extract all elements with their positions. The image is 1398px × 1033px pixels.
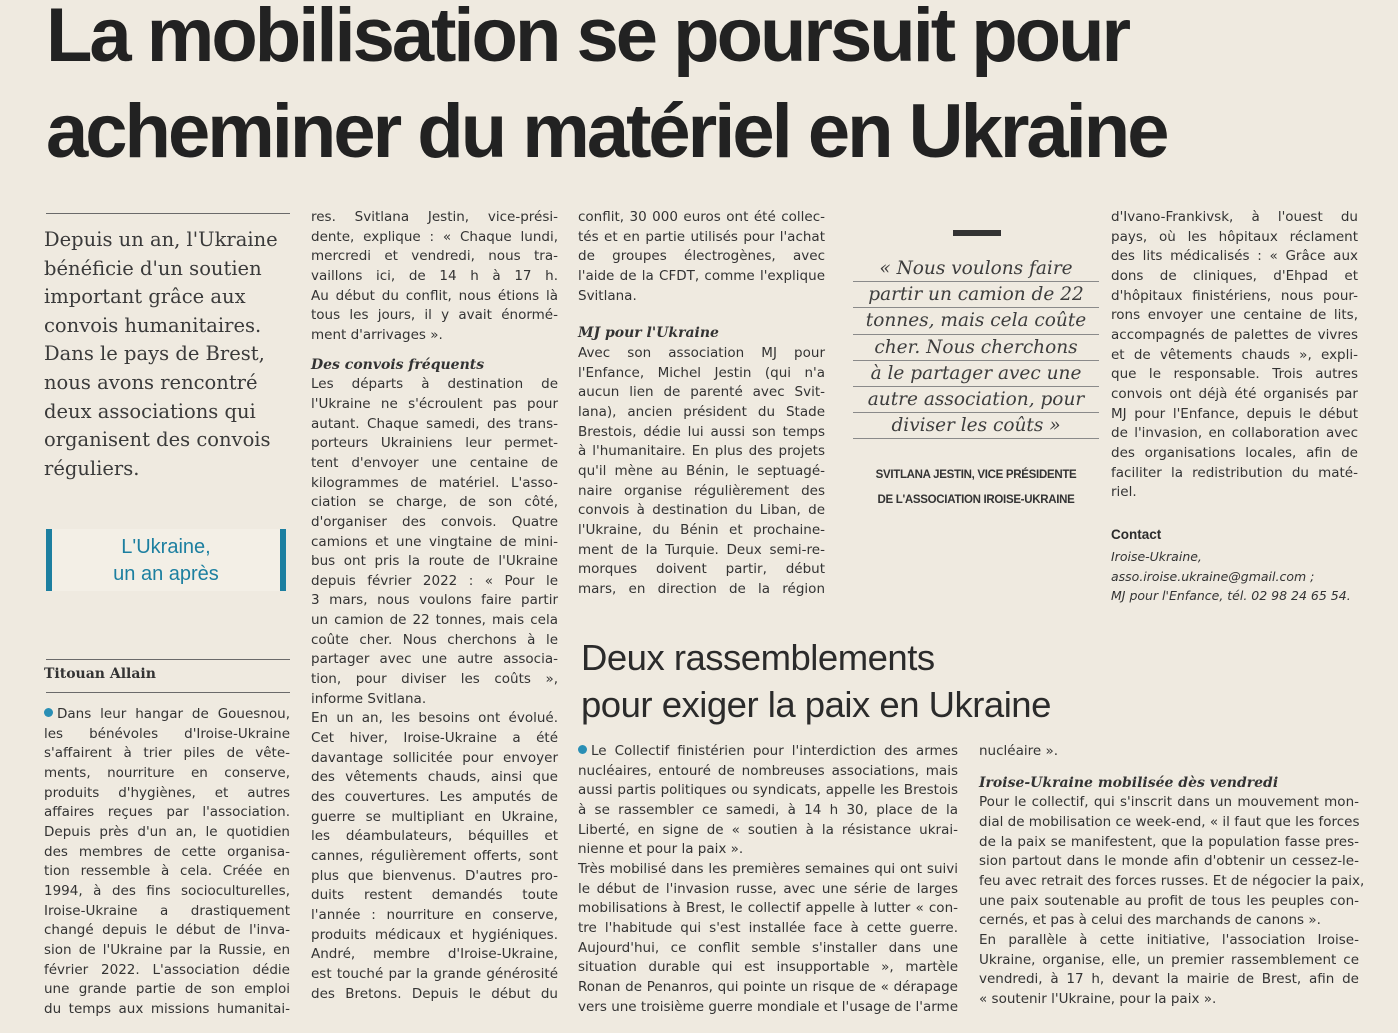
quote-line: à le partager avec une bbox=[853, 361, 1099, 387]
body-line: les déambulateurs, béquilles et bbox=[311, 828, 558, 845]
body-line: convois ont déjà été organisés par bbox=[1111, 385, 1358, 402]
body-line: dente, explique : « Chaque lundi, bbox=[311, 228, 558, 245]
body-line: faciliter la redistribution du maté- bbox=[1111, 464, 1358, 481]
body-line: 3 mars, nous voulons faire partir bbox=[311, 592, 558, 609]
body-line: produits d'hygiènes, et autres bbox=[44, 784, 290, 801]
body-line: davantage sollicitée pour envoyer bbox=[311, 749, 558, 766]
body-line: s'affairent à trier piles de vête- bbox=[44, 745, 290, 762]
body-line: l'Enfance, Michel Jestin (qui n'a bbox=[578, 364, 825, 381]
body-line: ciation se charge, de son côté, bbox=[311, 494, 558, 511]
body-line: informe Svitlana. bbox=[311, 690, 427, 707]
body-line: des membres de cette organisa- bbox=[44, 843, 290, 860]
body-line: MJ pour l'Enfance, depuis le début bbox=[1111, 405, 1358, 422]
body-line: l'Ukraine, du Bénin et prochaine- bbox=[578, 521, 825, 538]
body-line: duits restent demandés toute bbox=[311, 887, 558, 904]
lead-top-rule bbox=[46, 213, 290, 214]
body-line: Aujourd'hui, ce conflit semble s'installer dans une bbox=[578, 939, 958, 956]
body-line: naire organise régulièrement des bbox=[578, 482, 825, 499]
quote-credit-line: SVITLANA JESTIN, VICE PRÉSIDENTE bbox=[875, 469, 1077, 481]
body-line: cannes, régulièrement offerts, sont bbox=[311, 848, 558, 864]
body-line: tent d'envoyer une centaine de bbox=[311, 454, 558, 471]
body-line: morques doivent partir, début bbox=[578, 561, 825, 578]
contact-line: MJ pour l'Enfance, tél. 02 98 24 65 54. bbox=[1111, 588, 1351, 604]
body-line: Avec son association MJ pour bbox=[578, 344, 825, 361]
body-line: d'hôpitaux finistériens, nous pour- bbox=[1111, 287, 1358, 304]
body-line: produits médicaux et hygiéniques. bbox=[311, 926, 558, 943]
body-line: Iroise-Ukraine a drastiquement bbox=[44, 902, 290, 919]
body-line: vendredi, à 17 h, devant la mairie de Brest, afin de bbox=[979, 971, 1359, 988]
subheading-convois: Des convois fréquents bbox=[311, 356, 485, 373]
contact-line: asso.iroise.ukraine@gmail.com ; bbox=[1111, 568, 1315, 584]
body-line: camions et une vingtaine de mini- bbox=[311, 533, 558, 550]
body-line: Svitlana. bbox=[578, 287, 637, 304]
body-line: mercredi et vendredi, nous tra- bbox=[311, 248, 558, 265]
body-line: et de vêtements chauds », expli- bbox=[1111, 346, 1358, 363]
quote-line: partir un camion de 22 bbox=[853, 282, 1099, 308]
body-line: sion partout dans le monde afin d'obtenir un cessez-le- bbox=[979, 853, 1359, 870]
body-line: rons envoyer une centaine de lits, bbox=[1111, 307, 1358, 324]
body-line: des lits médicalisés : « Grâce aux bbox=[1111, 248, 1358, 265]
body-line: ment de la Turquie. Deux semi-re- bbox=[578, 541, 825, 558]
pull-quote bbox=[853, 256, 1099, 439]
body-line: En un an, les besoins ont évolué. bbox=[311, 710, 558, 727]
body-line: coûte cher. Nous cherchons à le bbox=[311, 631, 558, 648]
lead-line: deux associations qui bbox=[44, 399, 256, 423]
quote-line: « Nous voulons faire bbox=[853, 256, 1099, 282]
body-line: mobilisations à Brest, le collectif appelle à lutter « con- bbox=[578, 900, 958, 917]
body-line: dial de mobilisation ce week-end, « il faut que les forces bbox=[979, 813, 1360, 830]
body-line: plus que bienvenus. D'autres pro- bbox=[311, 867, 558, 884]
body-line: « soutenir l'Ukraine, pour la paix ». bbox=[979, 990, 1217, 1007]
body-line: 1994, à des fins socioculturelles, bbox=[44, 882, 290, 899]
body-line: le début de l'invasion russe, avec une série de larges bbox=[578, 880, 958, 897]
body-line: Brestois, dédie lui aussi son temps bbox=[578, 423, 825, 440]
body-line: Depuis près d'un an, le quotidien bbox=[44, 823, 290, 840]
body-line: aussi partis politiques ou syndicats, appelle les Brestois bbox=[578, 782, 958, 799]
contact-title: Contact bbox=[1111, 527, 1162, 542]
body-line: Pour le collectif, qui s'inscrit dans un mouvement mon- bbox=[979, 794, 1359, 811]
body-line: des couvertures. Les amputés de bbox=[311, 789, 558, 806]
body-line: est touché par la grande générosité bbox=[311, 965, 558, 982]
body-line: à l'humanitaire. En plus des projets bbox=[578, 443, 825, 460]
quote-line: diviser les coûts » bbox=[853, 413, 1099, 439]
body-line: d'Ivano-Frankivsk, à l'ouest du bbox=[1111, 209, 1358, 225]
lead-line: bénéficie d'un soutien bbox=[44, 256, 262, 280]
quote-line: cher. Nous cherchons bbox=[853, 335, 1099, 361]
body-line: vers une troisième guerre mondiale et l'usage de l'arme bbox=[578, 998, 958, 1015]
body-line: sion de l'Ukraine par la Russie, en bbox=[44, 941, 290, 958]
body-line: aucun lien de parenté avec Svit- bbox=[578, 384, 825, 401]
quote-line: tonnes, mais cela coûte bbox=[853, 308, 1099, 334]
body-line: feu avec retrait des forces russes. Et de négocier la paix, bbox=[979, 872, 1365, 889]
lead-paragraph bbox=[44, 226, 294, 483]
column-1 bbox=[44, 705, 290, 1020]
body-line: affaires reçues par l'association. bbox=[44, 804, 290, 821]
body-line: des organisations locales, afin de bbox=[1111, 444, 1358, 461]
body-line: convois à destination du Liban, de bbox=[578, 502, 825, 519]
body-line: conflit, 30 000 euros ont été collec- bbox=[578, 209, 825, 225]
lead-line: important grâce aux bbox=[44, 285, 246, 309]
quote-credit-line: DE L'ASSOCIATION IROISE-UKRAINE bbox=[877, 494, 1075, 506]
body-line: André, membre d'Iroise-Ukraine, bbox=[311, 946, 558, 963]
body-line: Ukraine, organise, elle, un premier rassemblement ce bbox=[979, 951, 1359, 968]
contact-block bbox=[1111, 547, 1351, 606]
body-line: une paix soutenable au profit de tous les peuples con- bbox=[979, 892, 1359, 909]
column-2 bbox=[311, 208, 558, 1004]
body-line: lana), ancien président du Stade bbox=[578, 403, 825, 420]
body-line: qu'il mène au Bénin, le septuagé- bbox=[578, 462, 825, 479]
body-line: du temps aux missions humanitai- bbox=[44, 1000, 290, 1017]
quote-dash bbox=[953, 230, 1001, 236]
second-title-line-1: Deux rassemblements bbox=[581, 637, 935, 678]
body-line: kilogrammes de matériel. L'asso- bbox=[311, 474, 558, 491]
body-line: Le Collectif finistérien pour l'interdiction des armes bbox=[578, 742, 958, 762]
body-line: une grande partie de son emploi bbox=[44, 981, 290, 998]
body-line: Les départs à destination de bbox=[311, 376, 558, 393]
lead-line: convois humanitaires. bbox=[44, 313, 262, 337]
contact-line: Iroise-Ukraine, bbox=[1111, 549, 1202, 564]
body-line: d'organiser des convois. Quatre bbox=[311, 513, 558, 530]
body-line: dons de cliniques, d'Ehpad et bbox=[1111, 267, 1358, 284]
body-line: situation durable qui est insupportable », martèle bbox=[578, 959, 958, 976]
headline-line-2: acheminer du matériel en Ukraine bbox=[46, 89, 1167, 174]
body-line: bus ont pris la route de l'Ukraine bbox=[311, 553, 558, 570]
body-line: l'aide de la CFDT, comme l'explique bbox=[578, 267, 825, 284]
body-line: cernés, et pas à celui des marchands de canons ». bbox=[979, 912, 1321, 929]
quote-credit bbox=[854, 463, 1098, 513]
body-line: de l'invasion, en collaboration avec bbox=[1111, 425, 1358, 442]
series-tag-line-1: L'Ukraine, bbox=[121, 536, 211, 558]
body-line: porteurs Ukrainiens leur permet- bbox=[311, 435, 558, 452]
body-line: autant. Chaque samedi, des trans- bbox=[311, 415, 558, 432]
author-rule bbox=[46, 659, 290, 660]
body-line: vaillons ici, de 14 h à 17 h. bbox=[311, 267, 558, 284]
second-article-title bbox=[581, 634, 1051, 728]
body-line: nucléaires, entouré de nombreuses associations, mais bbox=[578, 762, 958, 779]
body-line: nienne et pour la paix ». bbox=[578, 841, 744, 858]
body-line: ments, nourriture en conserve, bbox=[44, 764, 290, 781]
column-6 bbox=[979, 742, 1365, 1010]
body-line: des Bretons. Depuis le début du bbox=[311, 985, 558, 1002]
column-5 bbox=[578, 742, 958, 1017]
lead-line: réguliers. bbox=[44, 456, 140, 480]
lead-line: Dans le pays de Brest, bbox=[44, 342, 265, 366]
body-line: Ronan de Penanros, qui pointe un risque de « dérapage bbox=[578, 978, 958, 995]
subheading-mj: MJ pour l'Ukraine bbox=[578, 325, 719, 342]
body-line: un camion de 22 tonnes, mais cela bbox=[311, 612, 558, 629]
body-line: res. Svitlana Jestin, vice-prési- bbox=[311, 209, 558, 225]
headline-line-1: La mobilisation se poursuit pour bbox=[46, 0, 1129, 78]
body-line: Au début du conflit, nous étions là bbox=[311, 287, 558, 304]
body-line: Liberté, en signe de « soutien à la résistance ukrai- bbox=[578, 821, 958, 838]
body-line: tous les jours, il y avait énormé- bbox=[311, 307, 558, 324]
body-line: riel. bbox=[1111, 484, 1137, 501]
body-line: changé depuis le début de l'inva- bbox=[44, 922, 290, 939]
body-line: février 2022. L'association dédie bbox=[44, 961, 290, 978]
body-line: à se rassembler ce samedi, à 14 h 30, place de la bbox=[578, 801, 958, 818]
body-line: des vêtements chauds, ainsi que bbox=[311, 769, 558, 786]
lead-line: organisent des convois bbox=[44, 428, 271, 452]
series-tag-line-2: un an après bbox=[113, 563, 219, 585]
bullet-icon bbox=[44, 708, 53, 717]
lead-line: nous avons rencontré bbox=[44, 370, 258, 394]
body-line: tés et en partie utilisés pour l'achat bbox=[578, 228, 825, 245]
body-line: nucléaire ». bbox=[979, 743, 1059, 759]
body-line: guerre se multipliant en Ukraine, bbox=[311, 808, 558, 825]
body-line: Très mobilisé dans les premières semaines qui ont suivi bbox=[578, 860, 958, 877]
column-4 bbox=[1111, 208, 1358, 503]
author-byline: Titouan Allain bbox=[44, 666, 156, 682]
body-line: de groupes électrogènes, avec bbox=[578, 248, 825, 265]
body-line: tion ressemble à cela. Créée en bbox=[44, 863, 290, 880]
bullet-icon bbox=[578, 745, 587, 754]
body-line: accompagnés de palettes de vivres bbox=[1111, 326, 1358, 343]
body-line: pays, où les hôpitaux réclament bbox=[1111, 228, 1358, 245]
body-line: depuis février 2022 : « Pour le bbox=[311, 572, 558, 589]
body-line: que le responsable. Trois autres bbox=[1111, 366, 1358, 383]
body-line: l'Ukraine ne s'écroulent pas pour bbox=[311, 395, 558, 412]
body-line: de la paix se manifestent, que la population fasse pres- bbox=[979, 833, 1359, 850]
body-line: partager avec une autre associa- bbox=[311, 651, 558, 668]
body-line: Cet hiver, Iroise-Ukraine a été bbox=[311, 730, 558, 747]
quote-line: autre association, pour bbox=[853, 387, 1099, 413]
body-line: tre l'habitude qui s'est installée face à cette guerre. bbox=[578, 919, 958, 936]
column-3 bbox=[578, 208, 825, 599]
body-line: En parallèle à cette initiative, l'association Iroise- bbox=[979, 931, 1359, 948]
body-line: ment d'arrivages ». bbox=[311, 326, 443, 343]
second-title-line-2: pour exiger la paix en Ukraine bbox=[581, 684, 1051, 725]
subheading-iroise: Iroise-Ukraine mobilisée dès vendredi bbox=[979, 774, 1279, 791]
body-line: les bénévoles d'Iroise-Ukraine bbox=[44, 725, 290, 742]
lead-line: Depuis un an, l'Ukraine bbox=[44, 228, 278, 251]
author-rule-bottom bbox=[46, 692, 290, 693]
body-line: Dans leur hangar de Gouesnou, bbox=[44, 705, 290, 725]
headline bbox=[46, 0, 1386, 180]
body-line: mars, en direction de la région bbox=[578, 580, 825, 597]
series-tag bbox=[46, 529, 286, 591]
body-line: tion, pour diviser les coûts », bbox=[311, 671, 558, 688]
body-line: l'année : nourriture en conserve, bbox=[311, 906, 558, 923]
